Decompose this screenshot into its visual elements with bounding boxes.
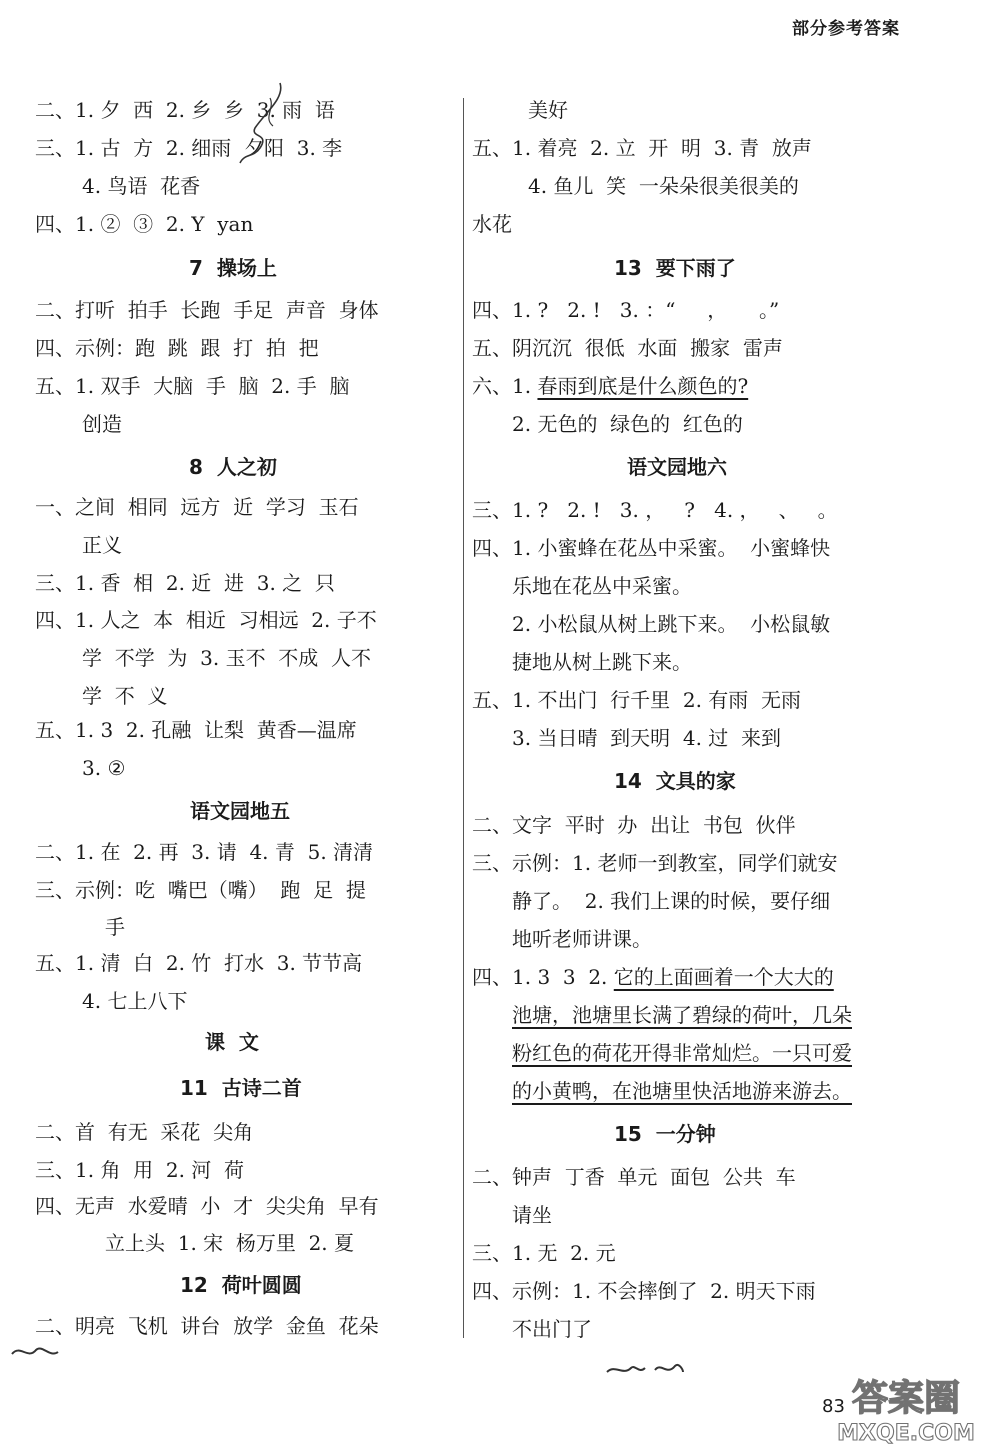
section-title bbox=[189, 457, 277, 477]
answer-line bbox=[528, 176, 799, 196]
answer-line bbox=[35, 1122, 253, 1142]
answer-line bbox=[512, 414, 743, 434]
line-text: 静了。 2. 我们上课的时候，要仔细 bbox=[512, 889, 831, 913]
answer-line bbox=[512, 1081, 852, 1101]
answer-line bbox=[472, 376, 748, 396]
line-text: 语文园地五 bbox=[190, 799, 290, 823]
answer-line bbox=[472, 815, 796, 835]
line-text: 三、示例：1. 老师一到教室，同学们就安 bbox=[472, 851, 838, 875]
watermark-logo bbox=[822, 1368, 992, 1448]
section-title bbox=[190, 801, 290, 821]
answer-line bbox=[35, 497, 359, 517]
answer-line bbox=[35, 376, 349, 396]
section-title bbox=[614, 258, 736, 278]
line-text: 手 bbox=[105, 915, 125, 939]
underlined-answer: 粉红色的荷花开得非常灿烂。一只可爱 bbox=[512, 1041, 852, 1065]
column-divider bbox=[463, 98, 464, 1338]
answer-line bbox=[82, 758, 125, 778]
answer-line bbox=[472, 1243, 616, 1263]
section-title bbox=[180, 1078, 302, 1098]
line-text: 创造 bbox=[82, 412, 122, 436]
line-text: 正义 bbox=[82, 533, 122, 557]
line-text: 五、阴沉沉 很低 水面 搬家 雷声 bbox=[472, 336, 783, 360]
answer-line bbox=[472, 690, 801, 710]
section-title bbox=[614, 771, 736, 791]
line-text: 3. ② bbox=[82, 756, 126, 780]
answer-line bbox=[35, 610, 377, 630]
line-text: 3. 当日晴 到天明 4. 过 来到 bbox=[512, 726, 782, 750]
line-text: 四、无声 水爱晴 小 才 尖尖角 早有 bbox=[35, 1194, 379, 1218]
line-text: 4. 鸟语 花香 bbox=[82, 174, 201, 198]
answer-line bbox=[105, 1233, 354, 1253]
answer-line bbox=[512, 1319, 592, 1339]
answer-line bbox=[512, 1043, 852, 1063]
answer-line bbox=[82, 176, 200, 196]
line-text: 二、首 有无 采花 尖角 bbox=[35, 1120, 254, 1144]
underlined-answer: 春雨到底是什么颜色的? bbox=[537, 374, 749, 398]
line-text: 15 一分钟 bbox=[614, 1122, 716, 1146]
line-text: 14 文具的家 bbox=[614, 769, 736, 793]
answer-line bbox=[82, 991, 187, 1011]
watermark-url: MXQE.COM bbox=[837, 1421, 975, 1446]
answer-line bbox=[35, 573, 335, 593]
line-text: 水花 bbox=[472, 212, 512, 236]
answer-line bbox=[472, 1281, 816, 1301]
answer-line bbox=[472, 538, 830, 558]
answer-line bbox=[528, 100, 568, 120]
line-text: 请坐 bbox=[512, 1203, 552, 1227]
line-text: 11 古诗二首 bbox=[180, 1076, 302, 1100]
answer-line bbox=[512, 1005, 852, 1025]
answer-line bbox=[82, 535, 122, 555]
line-text: 8 人之初 bbox=[189, 455, 277, 479]
line-text: 4. 鱼儿 笑 一朵朵很美很美的 bbox=[528, 174, 799, 198]
line-text: 四、1. 人之 本 相近 习相远 2. 子不 bbox=[35, 608, 377, 632]
answer-line bbox=[512, 576, 692, 596]
answer-line bbox=[35, 300, 379, 320]
ornament-left bbox=[10, 1340, 60, 1364]
answer-line bbox=[35, 953, 362, 973]
section-title bbox=[180, 1275, 302, 1295]
answer-line bbox=[472, 500, 838, 520]
line-text: 四、1. 小蜜蜂在花丛中采蜜。 小蜜蜂快 bbox=[472, 536, 831, 560]
line-text: 四、1. 3 3 2. bbox=[472, 965, 614, 989]
line-text: 二、1. 在 2. 再 3. 请 4. 青 5. 清清 bbox=[35, 840, 374, 864]
answer-line bbox=[512, 614, 830, 634]
line-text: 不出门了 bbox=[512, 1317, 592, 1341]
line-text: 二、文字 平时 办 出让 书包 伙伴 bbox=[472, 813, 796, 837]
section-title bbox=[189, 258, 277, 278]
answer-line bbox=[35, 842, 373, 862]
answer-line bbox=[472, 1167, 796, 1187]
line-text: 六、1. bbox=[472, 374, 538, 398]
page-header: 部分参考答案 bbox=[792, 19, 900, 39]
line-text: 学 不学 为 3. 玉不 不成 人不 bbox=[82, 646, 372, 670]
line-text: 五、1. 双手 大脑 手 脑 2. 手 脑 bbox=[35, 374, 350, 398]
line-text: 乐地在花丛中采蜜。 bbox=[512, 574, 692, 598]
line-text: 立上头 1. 宋 杨万里 2. 夏 bbox=[105, 1231, 355, 1255]
answer-line bbox=[82, 648, 371, 668]
page-number: 83 bbox=[822, 1396, 845, 1417]
line-text: 捷地从树上跳下来。 bbox=[512, 650, 692, 674]
line-text: 12 荷叶圆圆 bbox=[180, 1273, 302, 1297]
line-text: 学 不 义 bbox=[82, 684, 168, 708]
line-text: 四、示例：1. 不会摔倒了 2. 明天下雨 bbox=[472, 1279, 816, 1303]
line-text: 二、打听 拍手 长跑 手足 声音 身体 bbox=[35, 298, 379, 322]
answer-line bbox=[472, 853, 837, 873]
line-text: 三、1. 古 方 2. 细雨 夕阳 3. 李 bbox=[35, 136, 343, 160]
answer-line bbox=[35, 1160, 244, 1180]
line-text: 三、1. ? 2. ! 3. ， ? 4. ， 、 。 bbox=[472, 498, 838, 522]
answer-line bbox=[472, 300, 779, 320]
line-text: 课 文 bbox=[205, 1030, 259, 1054]
underlined-answer: 的小黄鸭，在池塘里快活地游来游去。 bbox=[512, 1079, 852, 1103]
answer-line bbox=[472, 338, 783, 358]
line-text: 五、1. 着亮 2. 立 开 明 3. 青 放声 bbox=[472, 136, 812, 160]
section-title bbox=[614, 1124, 716, 1144]
answer-line bbox=[512, 929, 652, 949]
line-text: 四、示例：跑 跳 跟 打 拍 把 bbox=[35, 336, 319, 360]
answer-line bbox=[82, 414, 122, 434]
answer-line bbox=[82, 686, 167, 706]
answer-line bbox=[35, 720, 357, 740]
line-text: 三、1. 香 相 2. 近 进 3. 之 只 bbox=[35, 571, 335, 595]
line-text: 7 操场上 bbox=[189, 256, 277, 280]
answer-line bbox=[472, 138, 812, 158]
line-text: 五、1. 不出门 行千里 2. 有雨 无雨 bbox=[472, 688, 802, 712]
underlined-answer: 池塘，池塘里长满了碧绿的荷叶，几朵 bbox=[512, 1003, 852, 1027]
line-text: 五、1. 3 2. 孔融 让梨 黄香—温席 bbox=[35, 718, 357, 742]
section-title bbox=[205, 1032, 259, 1052]
answer-line bbox=[472, 967, 834, 987]
line-text: 四、1. ? 2. ! 3. ：“ ， 。” bbox=[472, 298, 780, 322]
line-text: 三、示例：吃 嘴巴（嘴） 跑 足 提 bbox=[35, 878, 366, 902]
line-text: 二、明亮 飞机 讲台 放学 金鱼 花朵 bbox=[35, 1314, 379, 1338]
line-text: 四、1. ② ③ 2. Y yan bbox=[35, 212, 254, 236]
answer-line bbox=[472, 214, 512, 234]
line-text: 地听老师讲课。 bbox=[512, 927, 652, 951]
line-text: 13 要下雨了 bbox=[614, 256, 736, 280]
line-text: 2. 无色的 绿色的 红色的 bbox=[512, 412, 743, 436]
answer-line bbox=[105, 917, 125, 937]
watermark-big: 答案圈 bbox=[851, 1378, 961, 1419]
line-text: 一、之间 相同 远方 近 学习 玉石 bbox=[35, 495, 359, 519]
line-text: 2. 小松鼠从树上跳下来。 小松鼠敏 bbox=[512, 612, 831, 636]
answer-line bbox=[512, 728, 781, 748]
line-text: 五、1. 清 白 2. 竹 打水 3. 节节高 bbox=[35, 951, 363, 975]
answer-line bbox=[35, 880, 366, 900]
answer-line bbox=[512, 1205, 552, 1225]
line-text: 4. 七上八下 bbox=[82, 989, 188, 1013]
underlined-answer: 它的上面画着一个大大的 bbox=[613, 965, 834, 989]
line-text: 美好 bbox=[528, 98, 568, 122]
answer-line bbox=[35, 338, 319, 358]
answer-line bbox=[35, 1196, 379, 1216]
answer-line bbox=[512, 652, 692, 672]
answer-line bbox=[512, 891, 830, 911]
scribble-mark bbox=[225, 78, 305, 168]
line-text: 三、1. 角 用 2. 河 荷 bbox=[35, 1158, 245, 1182]
ornament-bottom bbox=[605, 1356, 685, 1380]
answer-line bbox=[35, 214, 253, 234]
answer-line bbox=[35, 1316, 379, 1336]
line-text: 语文园地六 bbox=[627, 455, 727, 479]
line-text: 二、钟声 丁香 单元 面包 公共 车 bbox=[472, 1165, 796, 1189]
line-text: 三、1. 无 2. 元 bbox=[472, 1241, 616, 1265]
line-text: 二、1. 夕 西 2. 乡 乡 3. 雨 语 bbox=[35, 98, 335, 122]
section-title bbox=[627, 457, 727, 477]
